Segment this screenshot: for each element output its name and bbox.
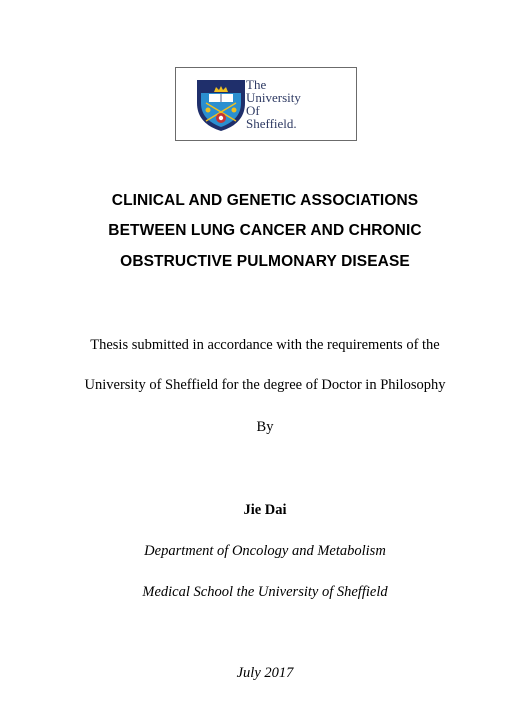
department: Department of Oncology and Metabolism (144, 543, 386, 559)
thesis-title-line-2: BETWEEN LUNG CANCER AND CHRONIC (108, 222, 422, 239)
thesis-title-line-1: CLINICAL AND GENETIC ASSOCIATIONS (111, 192, 419, 209)
wordmark-line: The (246, 77, 267, 92)
author-name: Jie Dai (243, 502, 287, 518)
submission-date: July 2017 (236, 665, 294, 681)
wordmark-line: Of (246, 103, 260, 118)
by-label: By (256, 419, 274, 435)
university-crest-icon (194, 77, 248, 133)
wordmark-line: University (246, 90, 301, 105)
university-wordmark (246, 78, 301, 130)
submission-statement-line-1: Thesis submitted in accordance with the requirements of the (90, 337, 440, 353)
thesis-title-line-3: OBSTRUCTIVE PULMONARY DISEASE (120, 253, 410, 270)
submission-statement-line-2: University of Sheffield for the degree of Doctor in Philosophy (84, 377, 446, 393)
university-logo (175, 67, 357, 141)
wordmark-line: Sheffield. (246, 116, 297, 131)
medical-school: Medical School the University of Sheffield (142, 584, 388, 600)
